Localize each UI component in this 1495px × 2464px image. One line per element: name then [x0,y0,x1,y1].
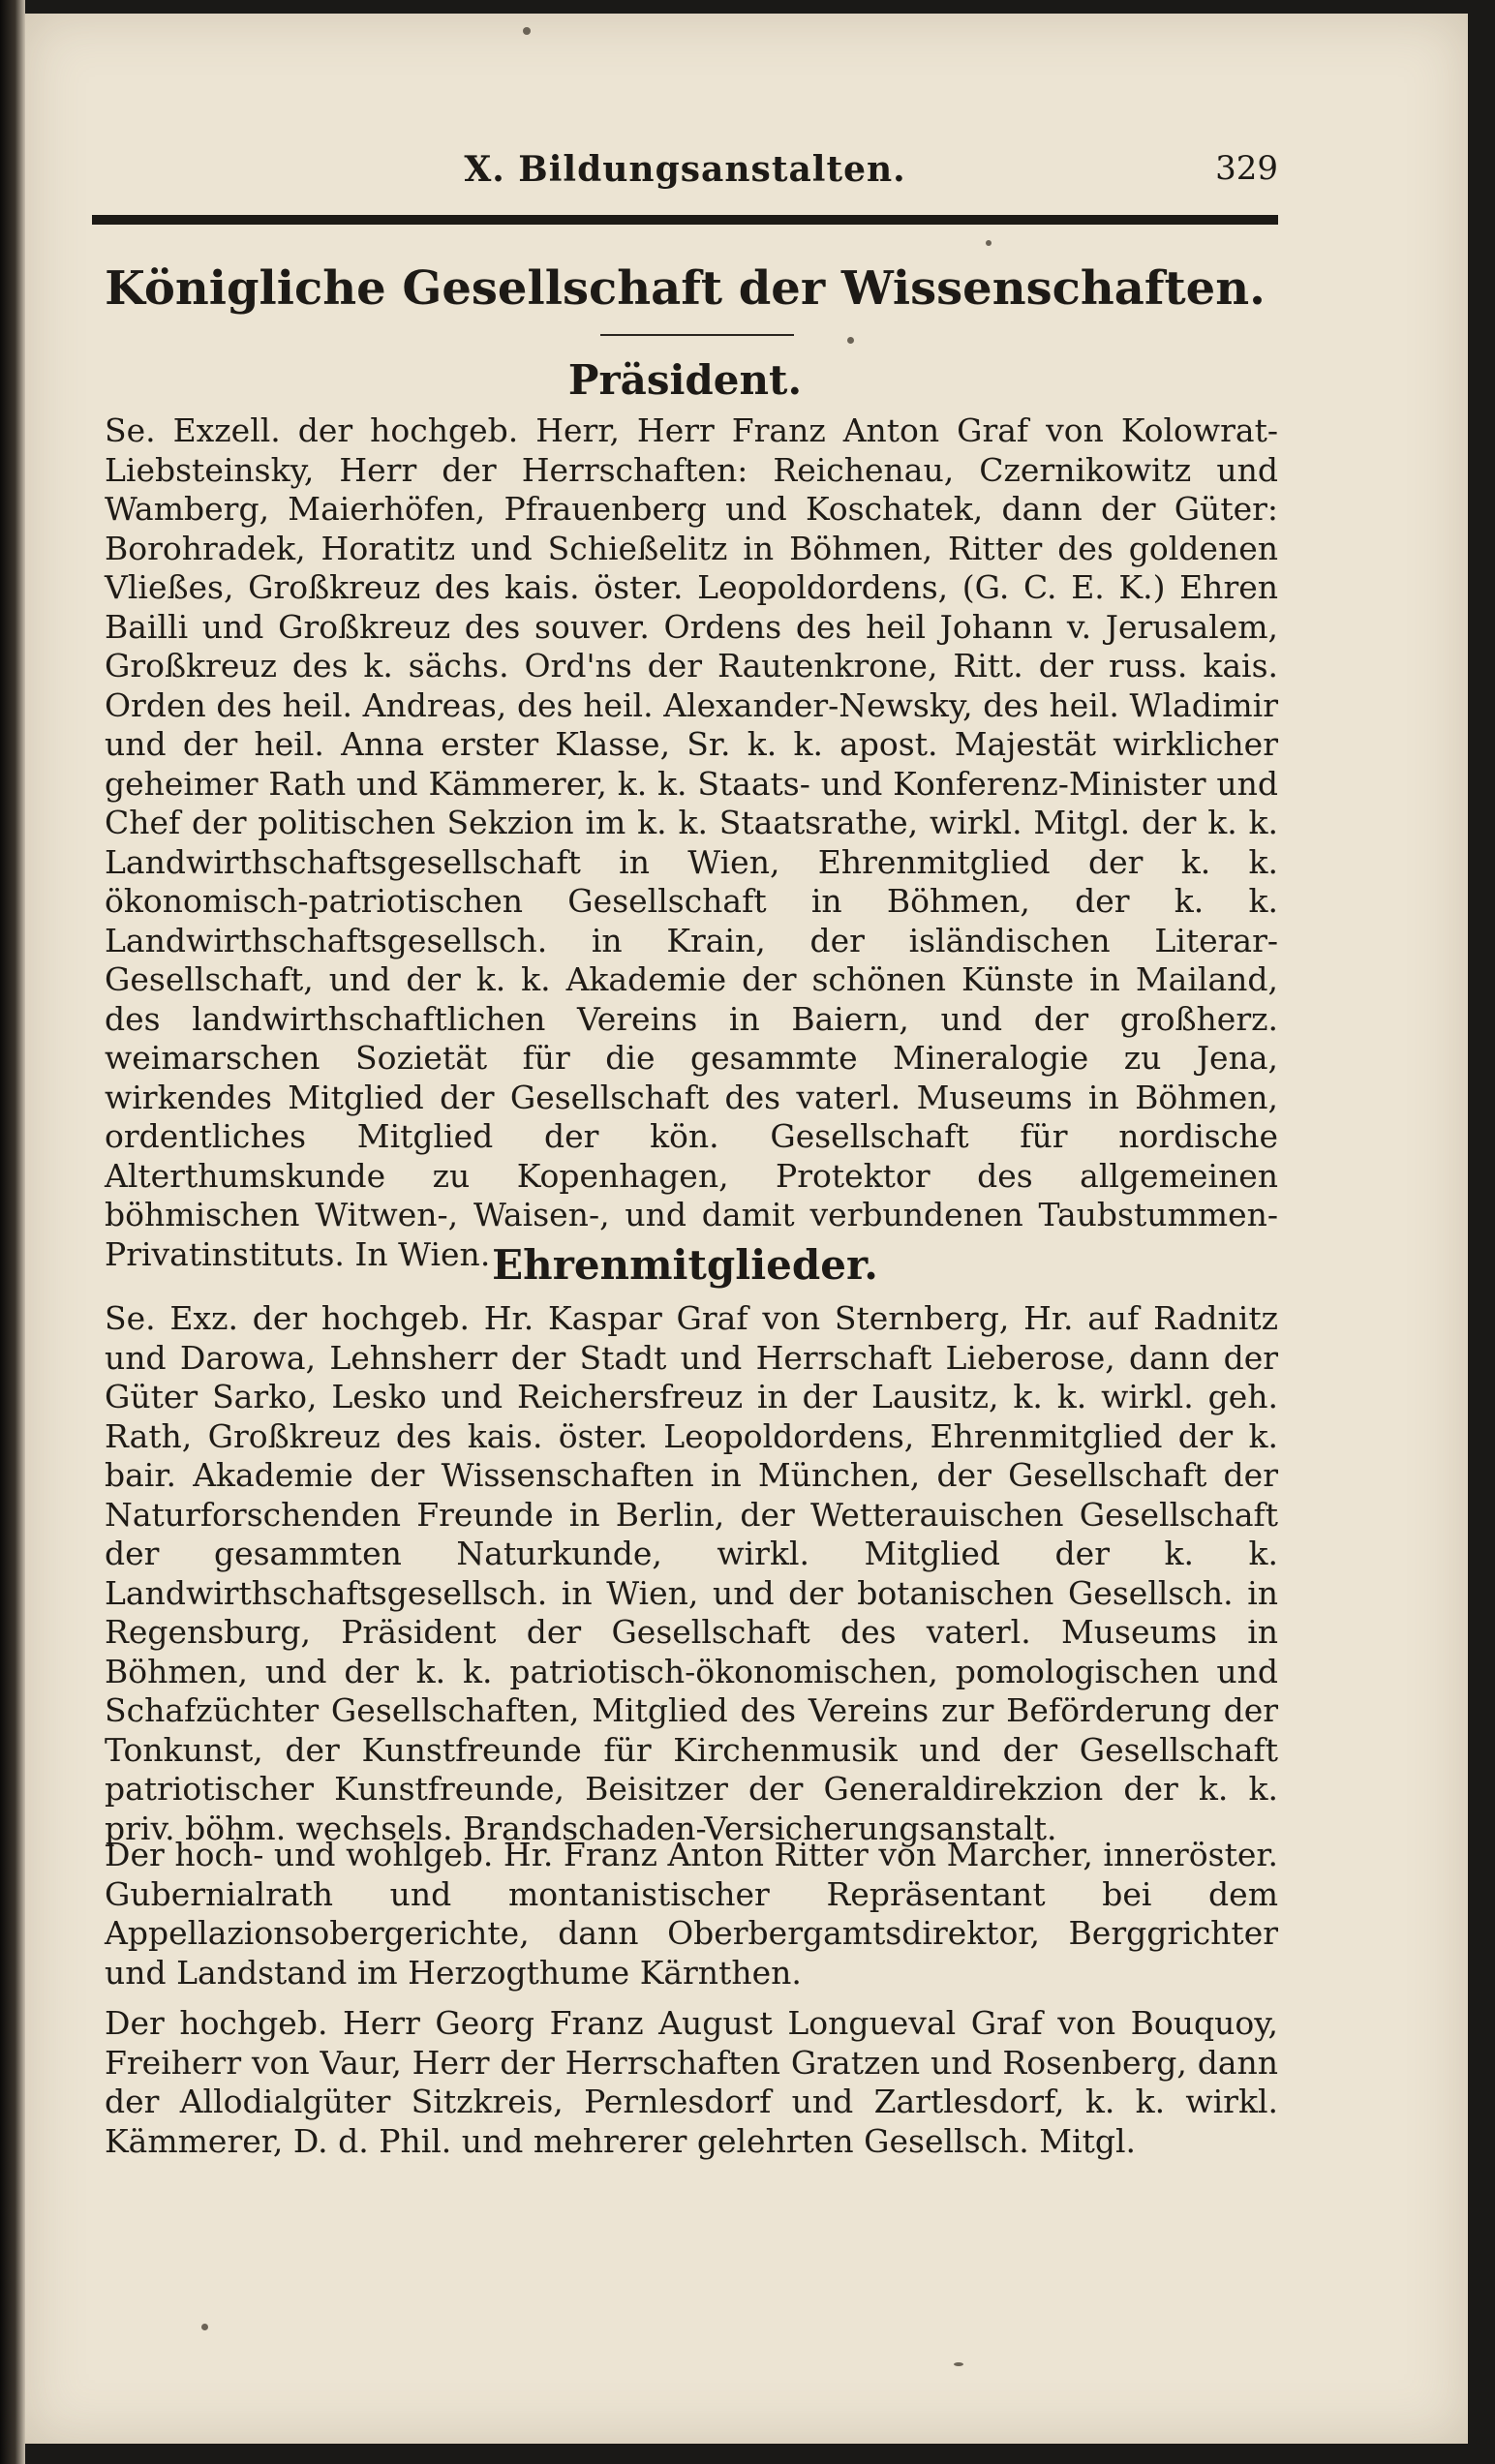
honorary-member-entry: Se. Exz. der hochgeb. Hr. Kaspar Graf von Sternberg, Hr. auf Radnitz und Darowa, Lehnsherr der Stadt und Herrschaft Lieberose, dann der Güter Sarko, Lesko und Reichersfreuz in der Lausitz, k. k. wirkl. geh. Rath, Großkreuz des kais. öster. Leopoldordens, Ehrenmitglied der k. bair. Akademie der Wissenschaften in München, der Gesellschaft der Naturforschenden Freunde in Berlin, der Wetterauischen Gesellschaft der gesammten Naturkunde, wirkl. Mitglied der k. k. Landwirthschaftsgesellsch. in Wien, und der botanischen Gesellsch. in Regensburg, Präsident der Gesellschaft des vaterl. Museums in Böhmen, und der k. k. patriotisch-ökonomischen, pomologischen und Schafzüchter Gesellschaften, Mitglied des Vereins zur Beförderung der Tonkunst, der Kunstfreunde für Kirchenmusik und der Gesellschaft patriotischer Kunstfreunde, Beisitzer der Generaldirekzion der k. k. priv. böhm. wechsels. Brandschaden-Versicherungsanstalt. [105,1299,1278,1847]
paper-speck [523,27,531,35]
paper-speck [986,240,992,246]
header-rule [92,215,1278,225]
honorary-member-entry: Der hoch- und wohlgeb. Hr. Franz Anton Ritter von Marcher, inneröster. Gubernialrath und montanistischer Repräsentant bei dem Appellazionsobergerichte, dann Oberbergamtsdirektor, Berggrichter und Landstand im Herzogthume Kärnthen. [105,1836,1278,1992]
president-heading: Präsident. [567,356,803,404]
paper-speck [201,2324,208,2330]
title-divider [600,334,794,336]
book-spine-shadow [0,0,25,2464]
paper-speck [847,337,854,344]
paper-speck [954,2362,963,2366]
running-head: X. Bildungsanstalten. [464,149,906,190]
honorary-members-heading: Ehrenmitglieder. [492,1241,878,1289]
page-title: Königliche Gesellschaft der Wissenschaften. [105,261,1266,316]
honorary-member-entry: Der hochgeb. Herr Georg Franz August Longueval Graf von Bouquoy, Freiherr von Vaur, Herr der Herrschaften Gratzen und Rosenberg, dann der Allodialgüter Sitzkreis, Pernlesdorf und Zartlesdorf, k. k. wirkl. Kämmerer, D. d. Phil. und mehrerer gelehrten Gesellsch. Mitgl. [105,2004,1278,2160]
page-number: 329 [1215,149,1278,188]
president-paragraph: Se. Exzell. der hochgeb. Herr, Herr Franz Anton Graf von Kolowrat-Liebsteinsky, Herr der Herrschaften: Reichenau, Czernikowitz und Wamberg, Maierhöfen, Pfrauenberg und Koschatek, dann der Güter: Borohradek, Horatitz und Schießelitz in Böhmen, Ritter des goldenen Vließes, Großkreuz des kais. öster. Leopoldordens, (G. C. E. K.) Ehren Bailli und Großkreuz des souver. Ordens des heil Johann v. Jerusalem, Großkreuz des k. sächs. Ord'ns der Rautenkrone, Ritt. der russ. kais. Orden des heil. Andreas, des heil. Alexander-Newsky, des heil. Wladimir und der heil. Anna erster Klasse, Sr. k. k. apost. Majestät wirklicher geheimer Rath und Kämmerer, k. k. Staats- und Konferenz-Minister und Chef der politischen Sekzion im k. k. Staatsrathe, wirkl. Mitgl. der k. k. Landwirthschaftsgesellschaft in Wien, Ehrenmitglied der k. k. ökonomisch-patriotischen Gesellschaft in Böhmen, der k. k. Landwirthschaftsgesellsch. in Krain, der isländischen Literar-Gesellschaft, und der k. k. Akademie der schönen Künste in Mailand, des landwirthschaftlichen Vereins in Baiern, und der großherz. weimarschen Sozietät für die gesammte Mineralogie zu Jena, wirkendes Mitglied der Gesellschaft des vaterl. Museums in Böhmen, ordentliches Mitglied der kön. Gesellschaft für nordische Alterthumskunde zu Kopenhagen, Protektor des allgemeinen böhmischen Witwen-, Waisen-, und damit verbundenen Taubstummen-Privatinstituts. In Wien. [105,411,1278,1273]
page-header [92,145,1278,203]
